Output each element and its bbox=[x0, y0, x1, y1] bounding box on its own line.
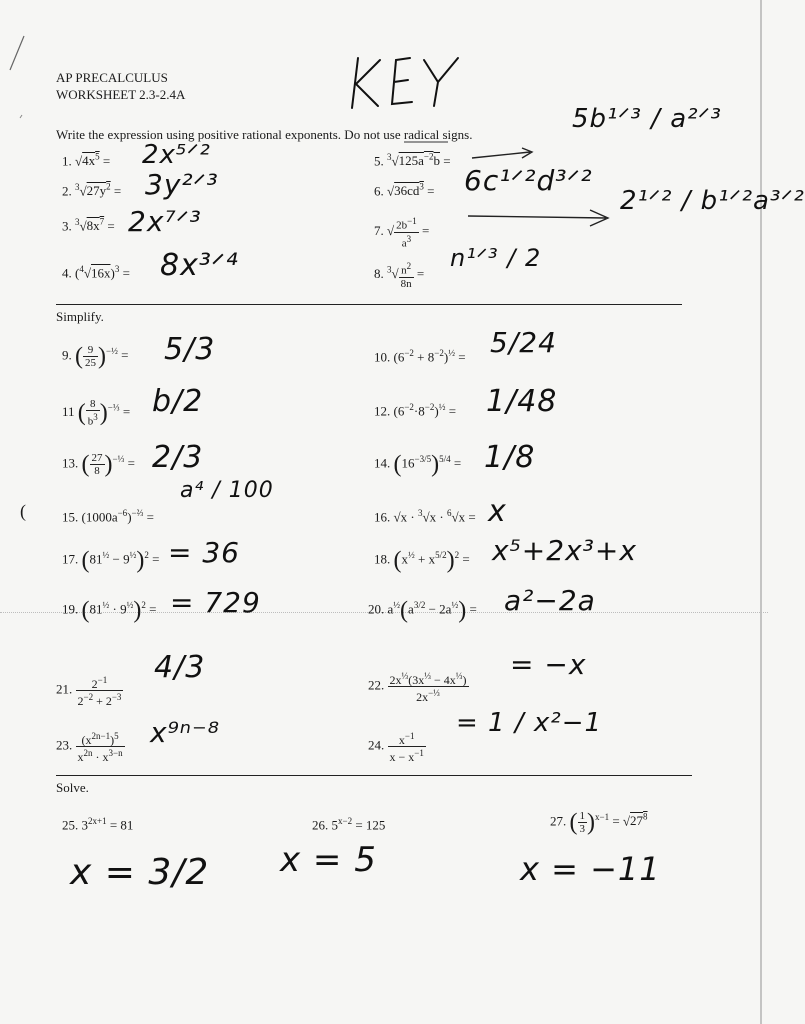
answer-12: 1/48 bbox=[486, 384, 558, 419]
rewrite-instruction: Write the expression using positive rational exponents. Do not use radical signs. bbox=[56, 127, 473, 142]
problem-16: 16. √x · $^3$√x · $^6$√x = bbox=[374, 508, 476, 525]
problem-9: 9. ( $\frac{9}{25}$ )$^{-\frac{1}{2}}$ = bbox=[62, 343, 129, 370]
problem-4: 4. $(^4√16x)^3$ = bbox=[62, 264, 130, 281]
answer-9: 5/3 bbox=[164, 332, 216, 367]
problem-10: 10. $(6^{-2} + 8^{-2})^{\frac{1}{2}}$ = bbox=[374, 348, 466, 365]
problem-15: 15. $(1000a^{-6})^{-\frac{2}{3}}$ = bbox=[62, 508, 154, 525]
answer-15: a⁴ / 100 bbox=[180, 478, 274, 503]
problem-5: 5. $^3√125a^{-2}b$ = bbox=[374, 152, 451, 169]
arrow-5 bbox=[470, 146, 540, 166]
answer-11: b/2 bbox=[152, 384, 204, 419]
problem-19: 19. $(81^{\frac{1}{2}} \cdot 9^{\frac{1}{2}})^2$ = bbox=[62, 597, 157, 624]
problem-6: 6. $√36cd^3$ = bbox=[374, 182, 435, 199]
problem-21: 21. $\frac{2^{-1}}{2^{-2} + 2^{-3}}$ bbox=[56, 675, 122, 708]
solve-heading: Solve. bbox=[56, 780, 89, 795]
problem-20: 20. $a^{\frac{1}{2}}(a^{3/2} - 2a^{\frac{1}{2}})$ = bbox=[368, 597, 477, 624]
course-title: AP PRECALCULUS bbox=[56, 70, 168, 85]
pencil-mark bbox=[0, 0, 60, 140]
answer-17: = 36 bbox=[168, 536, 240, 569]
answer-6: 6c¹ᐟ²d³ᐟ² bbox=[464, 164, 593, 197]
answer-20: a²−2a bbox=[504, 584, 596, 617]
answer-13: 2/3 bbox=[152, 440, 204, 475]
problem-3: 3. $^3√8x^7$ = bbox=[62, 217, 115, 234]
answer-5: 5b¹ᐟ³ / a²ᐟ³ bbox=[572, 104, 722, 134]
problem-12: 12. $(6^{-2}\cdot 8^{-2})^{\frac{1}{2}}$ = bbox=[374, 402, 457, 419]
problem-25: 25. $3^{2x+1} = 81$ bbox=[62, 816, 134, 833]
section-divider-2 bbox=[56, 775, 692, 776]
answer-26: x = 5 bbox=[280, 840, 377, 880]
answer-3: 2x⁷ᐟ³ bbox=[128, 205, 202, 238]
problem-18: 18. $(x^{\frac{1}{2}} + x^{5/2})^2$ = bbox=[374, 547, 470, 574]
answer-18: x⁵+2x³+x bbox=[492, 534, 637, 567]
instruction-underline bbox=[404, 141, 454, 145]
problem-13: 13. ( $\frac{27}{8}$ )$^{-\frac{1}{3}}$ = bbox=[62, 451, 135, 478]
problem-23: 23. $\frac{(x^{2n-1})^5}{x^{2n} \cdot x^{3-n}}$ bbox=[56, 731, 123, 764]
answer-19: = 729 bbox=[170, 586, 261, 619]
worksheet-title: WORKSHEET 2.3-2.4A bbox=[56, 87, 186, 102]
problem-1: 1. $√4x^5$ = bbox=[62, 152, 111, 169]
problem-24: 24. $\frac{x^{-1}}{x - x^{-1}}$ bbox=[368, 731, 424, 764]
answer-21: 4/3 bbox=[154, 650, 206, 685]
answer-4: 8x³ᐟ⁴ bbox=[160, 248, 239, 283]
problem-17: 17. $(81^{\frac{1}{2}} - 9^{\frac{1}{2}})^2$ = bbox=[62, 547, 160, 574]
answer-2: 3y²ᐟ³ bbox=[145, 168, 219, 201]
arrow-7 bbox=[466, 206, 616, 230]
problem-26: 26. $5^{x-2} = 125$ bbox=[312, 816, 386, 833]
answer-8: n¹ᐟ³ / 2 bbox=[450, 244, 542, 272]
page-edge bbox=[760, 0, 762, 1024]
answer-16: x bbox=[488, 494, 507, 529]
section-divider bbox=[56, 304, 682, 305]
simplify-heading: Simplify. bbox=[56, 309, 104, 324]
answer-22: = −x bbox=[510, 648, 587, 681]
problem-11: 11 ( $\frac{8}{b^3}$ )$^{-\frac{1}{3}}$ = bbox=[62, 398, 131, 428]
key-mark bbox=[340, 52, 470, 112]
problem-14: 14. $(16^{-3/5})^{5/4}$ = bbox=[374, 451, 462, 478]
answer-10: 5/24 bbox=[490, 326, 557, 359]
problem-2: 2. $^3√27y^2$ = bbox=[62, 182, 122, 199]
answer-23: x⁹ⁿ⁻⁸ bbox=[150, 716, 220, 749]
answer-7: 2¹ᐟ² / b¹ᐟ²a³ᐟ² bbox=[620, 186, 805, 216]
answer-25: x = 3/2 bbox=[70, 852, 210, 893]
problem-22: 22. $\frac{2x^{\frac{1}{3}}(3x^{\frac{1}{3}} - 4x^{\frac{1}{3}})}{2x^{-\frac{1}{3}}}$ bbox=[368, 671, 467, 704]
margin-mark: ( bbox=[20, 501, 26, 521]
problem-27: 27. ( $\frac{1}{3}$ )$^{x-1} = √27^8$ bbox=[550, 809, 648, 836]
answer-27: x = −11 bbox=[520, 850, 661, 888]
problem-8: 8. $^3$√ $\frac{n^2}{8n}$ = bbox=[374, 261, 425, 290]
answer-1: 2x⁵ᐟ² bbox=[142, 140, 211, 170]
answer-24: = 1 / x²−1 bbox=[456, 708, 603, 738]
answer-14: 1/8 bbox=[484, 440, 536, 475]
problem-7: 7. √ $\frac{2b^{-1}}{a^3}$ = bbox=[374, 216, 430, 250]
